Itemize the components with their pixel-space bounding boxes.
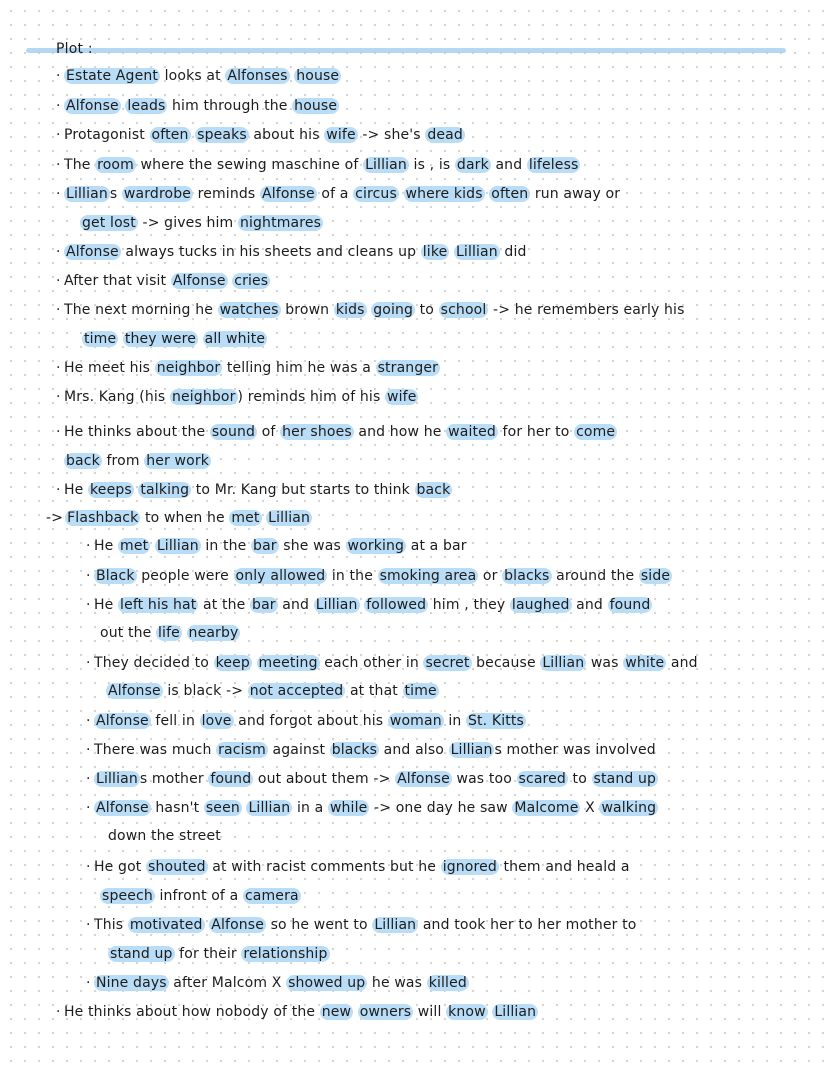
highlight: Lillian [542, 655, 585, 671]
highlight: Alfonse [66, 244, 119, 260]
highlight: new [321, 1004, 352, 1020]
note-line [80, 213, 323, 233]
note-text: down the street [108, 828, 221, 844]
highlight: Alfonse [108, 683, 161, 699]
note-line: · Mrs. Kang (his neighbor ) reminds him of his wife [56, 389, 417, 405]
highlight: neighbor [156, 360, 221, 376]
highlight: Alfonses [227, 68, 288, 84]
highlight: speech [102, 888, 153, 904]
highlight: dead [427, 127, 463, 143]
highlight: like [422, 244, 448, 260]
highlight: neighbor [171, 389, 236, 405]
note-text: They decided to keep meeting each other in secret because Lillian was white and [94, 655, 698, 671]
highlight: Lillian [450, 742, 493, 758]
note-line: · Nine days after Malcom X showed up he was killed [86, 975, 467, 991]
highlight: showed up [288, 975, 366, 991]
highlight: wife [326, 127, 356, 143]
note-line: · Estate Agent looks at Alfonses house [56, 68, 340, 84]
note-line: · Lillian s mother found out about them -> Alfonse was too scared to stand up [86, 771, 657, 787]
highlight: Lillian [96, 771, 138, 787]
highlight: get lost [82, 215, 136, 231]
highlight: all white [204, 331, 266, 347]
highlight: often [491, 186, 529, 202]
note-line: · This motivated Alfonse so he went to Lillian and took her to her mother to [86, 917, 637, 933]
highlight: bar [253, 538, 277, 554]
note-line [100, 886, 301, 906]
note-line [64, 451, 211, 471]
highlight: Alfonse [172, 273, 226, 289]
highlight: walking [601, 800, 657, 816]
note-text: Alfonse is black -> not accepted at that time [108, 683, 437, 699]
note-text: This motivated Alfonse so he went to Lillian and took her to her mother to [94, 917, 637, 933]
note-line: · He thinks about the sound of her shoes and how he waited for her to come [56, 424, 616, 440]
highlight: Black [96, 568, 135, 584]
note-text [82, 331, 267, 347]
highlight: Alfonse [96, 713, 149, 729]
highlight: dark [456, 157, 489, 173]
highlight: working [347, 538, 405, 554]
highlight: house [296, 68, 340, 84]
highlight: back [416, 482, 451, 498]
note-text: He thinks about how nobody of the new owners will know Lillian [64, 1004, 537, 1020]
highlight: time [404, 683, 437, 699]
highlight: Lillian [315, 597, 358, 613]
highlight: Alfonse [96, 800, 149, 816]
highlight: Lillian [66, 186, 108, 202]
highlight: nightmares [239, 215, 322, 231]
note-text: Lillian s wardrobe reminds Alfonse of a circus where kids often run away or [66, 186, 621, 202]
note-line: · Protagonist often speaks about his wife -> she's dead [56, 127, 463, 143]
note-text: He left his hat at the bar and Lillian followed him , they laughed and found [94, 597, 651, 613]
highlight: met [120, 538, 149, 554]
note-text: Alfonse hasn't seen Lillian in a while -> one day he saw Malcome X walking [96, 800, 657, 816]
note-line: · There was much racism against blacks and also Lillian s mother was involved [86, 742, 656, 758]
note-line: · The room where the sewing maschine of Lillian is , is dark and lifeless [56, 157, 579, 173]
highlight: motivated [129, 917, 203, 933]
note-line: -> Flashback to when he met Lillian [46, 510, 311, 526]
highlight: Malcome [514, 800, 579, 816]
note-text: There was much racism against blacks and also Lillian s mother was involved [94, 742, 656, 758]
highlight: time [84, 331, 117, 347]
highlight: room [97, 157, 134, 173]
note-text: He got shouted at with racist comments but he ignored them and heald a [94, 859, 630, 875]
note-line [108, 826, 221, 846]
highlight: blacks [504, 568, 550, 584]
note-text: After that visit Alfonse cries [64, 273, 269, 289]
note-text: back from her work [66, 453, 210, 469]
note-line: · He keeps talking to Mr. Kang but starts to think back [56, 482, 451, 498]
highlight: not accepted [249, 683, 344, 699]
note-text: Black people were only allowed in the smoking area or blacks around the side [96, 568, 671, 584]
highlight: keeps [90, 482, 132, 498]
note-text: Flashback to when he met Lillian [67, 510, 311, 526]
highlight: lifeless [528, 157, 579, 173]
note-text: He thinks about the sound of her shoes and how he waited for her to come [64, 424, 616, 440]
highlight: wardrobe [123, 186, 192, 202]
note-line: · After that visit Alfonse cries [56, 273, 269, 289]
highlight: school [440, 302, 487, 318]
highlight: Lillian [248, 800, 291, 816]
highlight: white [625, 655, 665, 671]
note-text: He meet his neighbor telling him he was a stranger [64, 360, 439, 376]
title [56, 38, 93, 60]
note-text: Mrs. Kang (his neighbor ) reminds him of his wife [64, 389, 417, 405]
highlight: Alfonse [261, 186, 315, 202]
highlight: while [329, 800, 368, 816]
note-text: Estate Agent looks at Alfonses house [66, 68, 340, 84]
highlight: Alfonse [66, 98, 119, 114]
highlight: Alfonse [211, 917, 265, 933]
note-line: · Alfonse leads him through the house [56, 98, 338, 114]
title-highlight [26, 48, 786, 53]
note-line: · Alfonse always tucks in his sheets and cleans up like Lillian did [56, 244, 527, 260]
highlight: house [294, 98, 338, 114]
highlight: Nine days [96, 975, 167, 991]
note-line [108, 944, 330, 964]
highlight: her shoes [282, 424, 352, 440]
highlight: secret [425, 655, 470, 671]
note-line [106, 681, 439, 701]
highlight: only allowed [235, 568, 326, 584]
highlight: sound [211, 424, 256, 440]
note-line [82, 329, 267, 349]
highlight: bar [252, 597, 276, 613]
highlight: keep [215, 655, 250, 671]
note-line: · He meet his neighbor telling him he was a stranger [56, 360, 439, 376]
highlight: scared [518, 771, 566, 787]
highlight: killed [428, 975, 467, 991]
highlight: meeting [258, 655, 318, 671]
highlight: speaks [197, 127, 247, 143]
highlight: left his hat [120, 597, 197, 613]
highlight: circus [355, 186, 397, 202]
highlight: talking [140, 482, 190, 498]
highlight: shouted [148, 859, 206, 875]
highlight: Lillian [374, 917, 417, 933]
note-line: · Lillian s wardrobe reminds Alfonse of a circus where kids often run away or [56, 186, 621, 202]
highlight: side [640, 568, 671, 584]
highlight: back [66, 453, 100, 469]
highlight: ignored [442, 859, 497, 875]
note-line: · He met Lillian in the bar she was working at a bar [86, 538, 467, 554]
highlight: nearby [188, 625, 239, 641]
note-line: · Alfonse hasn't seen Lillian in a while -> one day he saw Malcome X walking [86, 800, 657, 816]
note-text: Alfonse always tucks in his sheets and cleans up like Lillian did [66, 244, 527, 260]
highlight: life [158, 625, 180, 641]
note-line: · The next morning he watches brown kids going to school -> he remembers early his [56, 302, 685, 318]
highlight: cries [234, 273, 269, 289]
highlight: love [201, 713, 232, 729]
highlight: Lillian [455, 244, 498, 260]
note-text: Lillian s mother found out about them -> Alfonse was too scared to stand up [96, 771, 657, 787]
note-text: The room where the sewing maschine of Lillian is , is dark and lifeless [64, 157, 579, 173]
highlight: kids [335, 302, 365, 318]
highlight: they were [124, 331, 197, 347]
highlight: Lillian [156, 538, 199, 554]
highlight: Lillian [365, 157, 407, 173]
highlight: watches [219, 302, 279, 318]
highlight: Estate Agent [66, 68, 159, 84]
note-line: · Alfonse fell in love and forgot about his woman in St. Kitts [86, 713, 524, 729]
highlight: come [576, 424, 616, 440]
note-text: Nine days after Malcom X showed up he was killed [96, 975, 467, 991]
note-line: · Black people were only allowed in the smoking area or blacks around the side [86, 568, 671, 584]
title-text: Plot : [56, 41, 93, 57]
highlight: Lillian [268, 510, 311, 526]
note-line: · He thinks about how nobody of the new owners will know Lillian [56, 1004, 537, 1020]
highlight: Lillian [494, 1004, 537, 1020]
highlight: followed [366, 597, 427, 613]
highlight: her work [146, 453, 210, 469]
highlight: Flashback [67, 510, 139, 526]
note-text: Alfonse leads him through the house [66, 98, 338, 114]
note-text: get lost -> gives him nightmares [82, 215, 322, 231]
highlight: relationship [243, 946, 328, 962]
highlight: met [231, 510, 260, 526]
note-text: speech infront of a camera [102, 888, 299, 904]
highlight: laughed [511, 597, 570, 613]
highlight: know [448, 1004, 486, 1020]
highlight: Alfonse [397, 771, 450, 787]
note-text: He met Lillian in the bar she was working at a bar [94, 538, 467, 554]
highlight: going [373, 302, 414, 318]
highlight: woman [389, 713, 442, 729]
note-line: · They decided to keep meeting each other in secret because Lillian was white and [86, 655, 698, 671]
note-text: Alfonse fell in love and forgot about his woman in St. Kitts [96, 713, 524, 729]
highlight: stand up [593, 771, 657, 787]
highlight: smoking area [379, 568, 477, 584]
highlight: found [609, 597, 651, 613]
highlight: St. Kitts [467, 713, 524, 729]
highlight: found [210, 771, 252, 787]
highlight: stand up [110, 946, 173, 962]
highlight: waited [448, 424, 496, 440]
highlight: seen [205, 800, 240, 816]
note-text: Protagonist often speaks about his wife -> she's dead [64, 127, 463, 143]
note-line [100, 623, 240, 643]
highlight: stranger [377, 360, 439, 376]
note-line: · He left his hat at the bar and Lillian followed him , they laughed and found [86, 597, 651, 613]
highlight: owners [359, 1004, 412, 1020]
highlight: racism [218, 742, 266, 758]
highlight: camera [244, 888, 299, 904]
highlight: blacks [331, 742, 378, 758]
note-text: He keeps talking to Mr. Kang but starts to think back [64, 482, 451, 498]
note-text: out the life nearby [100, 625, 239, 641]
highlight: leads [127, 98, 166, 114]
highlight: often [151, 127, 189, 143]
highlight: wife [387, 389, 417, 405]
note-line: · He got shouted at with racist comments but he ignored them and heald a [86, 859, 630, 875]
note-text: stand up for their relationship [110, 946, 328, 962]
note-text: The next morning he watches brown kids going to school -> he remembers early his [64, 302, 685, 318]
highlight: where kids [405, 186, 483, 202]
